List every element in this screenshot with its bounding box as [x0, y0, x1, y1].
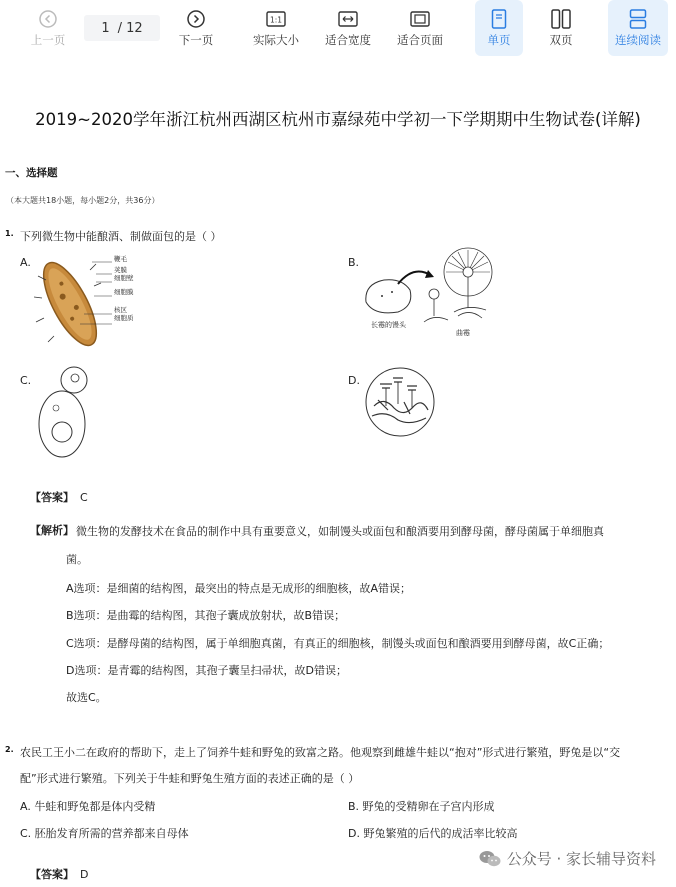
- question-2-answer: [30, 866, 88, 882]
- question-1-answer: [30, 489, 88, 505]
- question-2-option-a: A. 牛蛙和野兔都是体内受精: [20, 800, 156, 813]
- bacterium-figure: [34, 252, 154, 352]
- actual-size-icon: [266, 9, 286, 29]
- wechat-watermark: [479, 848, 656, 869]
- single-page-button[interactable]: [475, 0, 523, 56]
- continuous-reading-label: 连续阅读: [615, 33, 661, 47]
- fit-page-label: 适合页面: [397, 33, 443, 47]
- question-1-option-d-label: D.: [348, 374, 360, 387]
- analysis-line-6: D选项：是青霉的结构图，其孢子囊呈扫帚状，故D错误；: [66, 664, 347, 677]
- moldy-bread-label: 长霉的馒头: [371, 321, 406, 329]
- label-nuclear-region: 核区: [114, 306, 127, 314]
- answer-value: D: [80, 868, 89, 881]
- viewer-toolbar: [0, 0, 676, 56]
- question-1-option-a-label: A.: [20, 256, 31, 269]
- question-2-option-d: D. 野兔繁殖的后代的成活率比较高: [348, 827, 518, 840]
- prev-page-button[interactable]: [26, 0, 70, 56]
- question-2-text-line-2: 配”形式进行繁殖。下列关于牛蛙和野兔生殖方面的表述正确的是（ ）: [20, 772, 360, 785]
- continuous-reading-button[interactable]: [608, 0, 668, 56]
- question-1-option-c-label: C.: [20, 374, 32, 387]
- double-page-label: 双页: [549, 33, 573, 47]
- label-capsule: 荚膜: [114, 266, 127, 274]
- aspergillus-label: 曲霉: [456, 329, 470, 337]
- page-total: / 12: [117, 20, 143, 36]
- answer-tag: 【答案】: [30, 491, 74, 504]
- label-flagellum: 鞭毛: [114, 255, 127, 263]
- single-page-label: 单页: [487, 33, 511, 47]
- label-cell-wall: 细胞壁: [114, 274, 134, 282]
- analysis-line-3: A选项：是细菌的结构图，最突出的特点是无成形的细胞核，故A错误；: [66, 582, 412, 595]
- actual-size-label: 实际大小: [253, 33, 299, 47]
- wechat-icon: [479, 850, 501, 868]
- page-current[interactable]: 1: [101, 20, 110, 36]
- chevron-right-icon: [186, 9, 206, 29]
- next-page-label: 下一页: [178, 33, 214, 47]
- fit-width-button[interactable]: [320, 0, 376, 56]
- question-2-option-b: B. 野兔的受精卵在子宫内形成: [348, 800, 495, 813]
- analysis-line-7: 故选C。: [66, 691, 107, 704]
- section-heading: 一、选择题: [5, 167, 58, 179]
- double-page-icon: [551, 9, 571, 29]
- chevron-left-icon: [38, 9, 58, 29]
- analysis-line-1: 微生物的发酵技术在食品的制作中具有重要意义，如制馒头或面包和酿酒要用到酵母菌，酵母菌属于单细胞真: [76, 525, 604, 538]
- fit-page-icon: [410, 9, 430, 29]
- actual-size-button[interactable]: [248, 0, 304, 56]
- label-cytoplasm: 细胞质: [114, 314, 134, 322]
- label-cell-membrane: 细胞膜: [114, 288, 134, 296]
- fit-width-label: 适合宽度: [325, 33, 371, 47]
- section-note: （本大题共18小题，每小题2分，共36分）: [6, 196, 160, 205]
- penicillium-figure: [364, 366, 436, 438]
- prev-page-label: 上一页: [30, 33, 66, 47]
- single-page-icon: [489, 9, 509, 29]
- question-2-number: 2.: [5, 745, 14, 754]
- bacterium-labels: [114, 255, 134, 322]
- answer-value: C: [80, 491, 88, 504]
- fit-width-icon: [338, 9, 358, 29]
- document-title: 2019~2020学年浙江杭州西湖区杭州市嘉绿苑中学初一下学期期中生物试卷(详解): [35, 110, 641, 129]
- question-2-option-c: C. 胚胎发育所需的营养都来自母体: [20, 827, 189, 840]
- analysis-line-2: 菌。: [66, 553, 88, 566]
- watermark-text: 公众号 · 家长辅导资料: [506, 850, 656, 868]
- next-page-button[interactable]: [174, 0, 218, 56]
- yeast-figure: [34, 364, 94, 460]
- fit-page-button[interactable]: [392, 0, 448, 56]
- question-1-option-b-label: B.: [348, 256, 360, 269]
- analysis-line-5: C选项：是酵母菌的结构图，属于单细胞真菌，有真正的细胞核，制馒头或面包和酿酒要用到酵母菌，故C正确；: [66, 637, 610, 650]
- question-1-number: 1.: [5, 229, 14, 238]
- analysis-tag: 【解析】: [30, 524, 74, 537]
- analysis-line-4: B选项：是曲霉的结构图，其孢子囊成放射状，故B错误；: [66, 609, 346, 622]
- answer-tag: 【答案】: [30, 868, 74, 881]
- continuous-reading-icon: [628, 9, 648, 29]
- svg-text:1:1: 1:1: [269, 15, 283, 25]
- double-page-button[interactable]: [537, 0, 585, 56]
- question-2-text-line-1: 农民工王小二在政府的帮助下，走上了饲养牛蛙和野兔的致富之路。他观察到雌雄牛蛙以“抱对”形式进行繁殖，野兔是以“交: [20, 746, 621, 759]
- question-1-text: 下列微生物中能酿酒、制做面包的是（ ）: [20, 230, 222, 243]
- page-indicator[interactable]: [84, 15, 160, 41]
